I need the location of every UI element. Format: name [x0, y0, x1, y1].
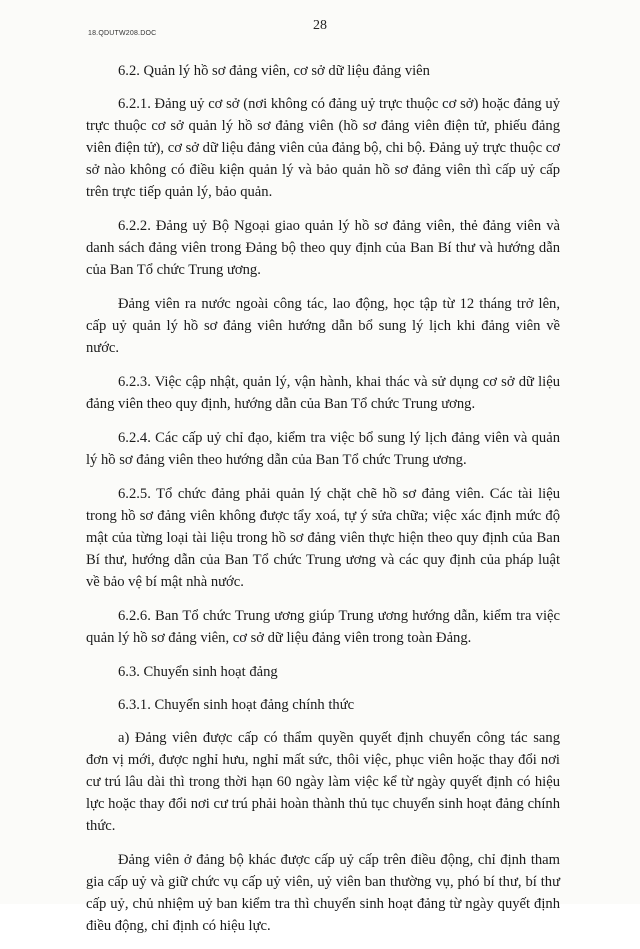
section-heading-6-3-1: 6.3.1. Chuyển sinh hoạt đảng chính thức — [118, 697, 355, 713]
document-code: 18.QDUTW208.DOC — [88, 30, 157, 37]
paragraph-6-2-3: 6.2.3. Việc cập nhật, quản lý, vận hành, khai thác và sử dụng cơ sở dữ liệu đảng viên theo quy định, hướng dẫn của Ban Tổ chức Trung ương. — [86, 374, 560, 412]
paragraph-abroad-members: Đảng viên ra nước ngoài công tác, lao động, học tập từ 12 tháng trở lên, cấp uỷ quản lý hồ sơ đảng viên hướng dẫn bổ sung lý lịch khi đảng viên về nước. — [86, 296, 560, 356]
paragraph-6-2-5: 6.2.5. Tổ chức đảng phải quản lý chặt chẽ hồ sơ đảng viên. Các tài liệu trong hồ sơ đảng viên không được tẩy xoá, tự ý sửa chữa; việc xác định mức độ mật của từng loại tài liệu trong hồ sơ đảng viên thực hiện theo quy định của Ban Bí thư, hướng dẫn của Ban Tổ chức Trung ương và các quy định của pháp luật về bảo vệ bí mật nhà nước. — [86, 486, 560, 590]
paragraph-6-2-4: 6.2.4. Các cấp uỷ chỉ đạo, kiểm tra việc bổ sung lý lịch đảng viên và quản lý hồ sơ đảng viên theo hướng dẫn của Ban Tổ chức Trung ương. — [86, 430, 560, 468]
paragraph-6-2-1: 6.2.1. Đảng uỷ cơ sở (nơi không có đảng uỷ trực thuộc cơ sở) hoặc đảng uỷ trực thuộc cơ sở quản lý hồ sơ đảng viên (hồ sơ đảng viên điện tử, phiếu đảng viên điện tử), cơ sở dữ liệu đảng viên của đảng bộ, chi bộ. Đảng uỷ trực thuộc cơ sở nào không có điều kiện quản lý và bảo quản hồ sơ đảng viên thì cấp uỷ cấp trên trực tiếp quản lý, bảo quản. — [86, 96, 560, 200]
paragraph-6-2-6: 6.2.6. Ban Tổ chức Trung ương giúp Trung ương hướng dẫn, kiểm tra việc quản lý hồ sơ đảng viên, cơ sở dữ liệu đảng viên trong toàn Đảng. — [86, 608, 560, 646]
section-heading-6-3: 6.3. Chuyển sinh hoạt đảng — [118, 664, 278, 680]
paragraph-6-3-1-a: a) Đảng viên được cấp có thẩm quyền quyết định chuyển công tác sang đơn vị mới, được nghỉ hưu, nghỉ mất sức, thôi việc, phục viên hoặc thay đổi nơi cư trú lâu dài thì trong thời hạn 60 ngày làm việc kể từ ngày quyết định có hiệu lực hoặc thay đổi nơi cư trú phải hoàn thành thủ tục chuyển sinh hoạt đảng chính thức. — [86, 730, 560, 834]
page-number: 28 — [313, 18, 327, 33]
paragraph-6-2-2: 6.2.2. Đảng uỷ Bộ Ngoại giao quản lý hồ sơ đảng viên, thẻ đảng viên và danh sách đảng viên trong Đảng bộ theo quy định của Ban Bí thư và hướng dẫn của Ban Tổ chức Trung ương. — [86, 218, 560, 278]
section-heading-6-2: 6.2. Quản lý hồ sơ đảng viên, cơ sở dữ liệu đảng viên — [118, 63, 430, 79]
document-body — [86, 60, 560, 949]
paragraph-transferred-members: Đảng viên ở đảng bộ khác được cấp uỷ cấp trên điều động, chỉ định tham gia cấp uỷ và giữ chức vụ cấp uỷ viên, uỷ viên ban thường vụ, phó bí thư, bí thư cấp uỷ, chủ nhiệm uỷ ban kiểm tra thì chuyển sinh hoạt đảng từ ngày quyết định điều động, chỉ định có hiệu lực. — [86, 852, 560, 934]
